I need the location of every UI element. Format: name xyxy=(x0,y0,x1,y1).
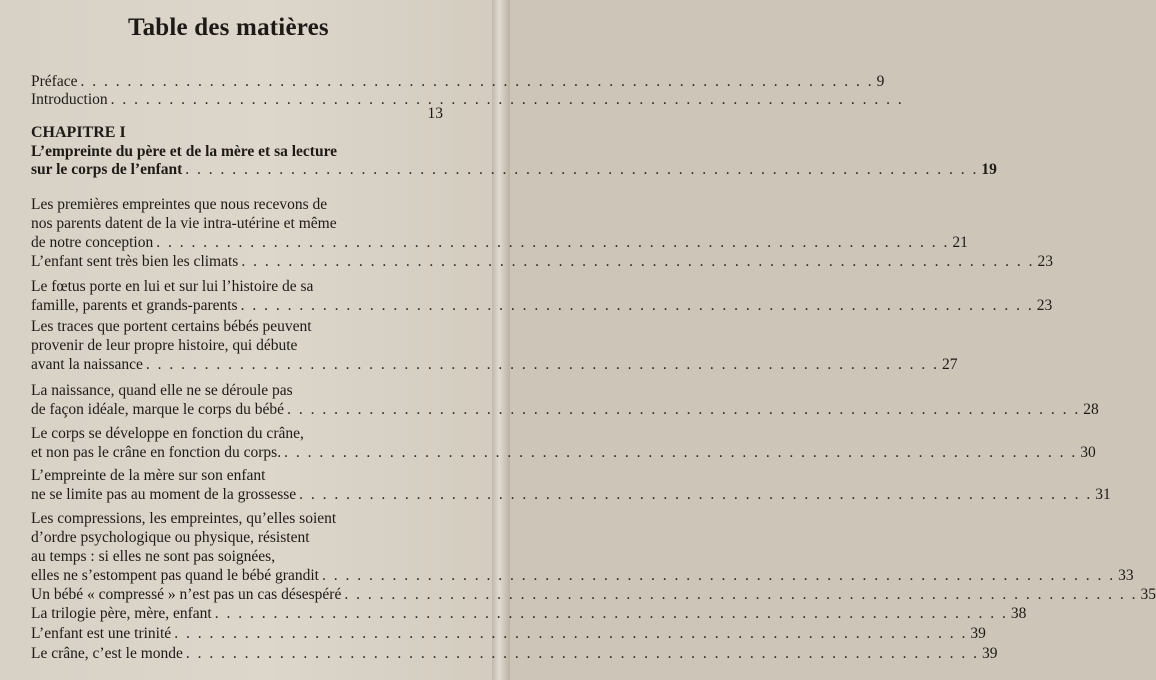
page-number: 13 xyxy=(427,105,443,122)
chapter-heading-line xyxy=(31,143,443,161)
page-number: 27 xyxy=(942,356,958,373)
dot-leader: . . . . . . . . . . . . . . . . . . . . . . . . . . . . . . . . . . . . . . . . . . . . . . . . . . . . . . . . . . . . . . . . . . . . xyxy=(344,586,1138,603)
toc-entry-line xyxy=(31,425,443,443)
entry-title: Un bébé « compressé » n’est pas un cas désespéré xyxy=(31,586,342,603)
entry-title: Le corps se développe en fonction du crâne, xyxy=(31,425,304,442)
toc-entry-line xyxy=(31,510,443,528)
toc-entry-line xyxy=(31,645,998,663)
page-number: 31 xyxy=(1095,486,1111,503)
toc-entry-line xyxy=(31,486,1111,504)
entry-title: et non pas le crâne en fonction du corps. xyxy=(31,444,282,461)
dot-leader: . . . . . . . . . . . . . . . . . . . . . . . . . . . . . . . . . . . . . . . . . . . . . . . . . . . . . . . . . . . . . . . . . . . . xyxy=(185,161,979,178)
toc-entry-line xyxy=(31,356,958,374)
dot-leader: . . . . . . . . . . . . . . . . . . . . . . . . . . . . . . . . . . . . . . . . . . . . . . . . . . . . . . . . . . . . . . . . . . . . xyxy=(214,605,1008,622)
page-number: 35 xyxy=(1140,586,1156,603)
toc-entry-line xyxy=(31,467,443,485)
page-number: 23 xyxy=(1037,253,1053,270)
dot-leader: . . . . . . . . . . . . . . . . . . . . . . . . . . . . . . . . . . . . . . . . . . . . . . . . . . . . . . . . . . . . . . . . . . . . xyxy=(80,73,874,90)
entry-title: elles ne s’estompent pas quand le bébé grandit xyxy=(31,567,319,584)
page-number: 39 xyxy=(982,645,998,662)
chapter-label: CHAPITRE I xyxy=(31,124,126,141)
entry-title: Introduction xyxy=(31,91,108,108)
entry-title: L’empreinte de la mère sur son enfant xyxy=(31,467,266,484)
dot-leader: . . . . . . . . . . . . . . . . . . . . . . . . . . . . . . . . . . . . . . . . . . . . . . . . . . . . . . . . . . . . . . . . . . . . xyxy=(240,297,1034,314)
dot-leader: . . . . . . . . . . . . . . . . . . . . . . . . . . . . . . . . . . . . . . . . . . . . . . . . . . . . . . . . . . . . . . . . . . . . xyxy=(174,625,968,642)
entry-title: d’ordre psychologique ou physique, résistent xyxy=(31,529,310,546)
page-number: 28 xyxy=(1083,401,1099,418)
entry-title: Les premières empreintes que nous recevons de xyxy=(31,196,328,213)
toc-entry-line xyxy=(31,382,443,400)
entry-title: Préface xyxy=(31,73,78,90)
dot-leader: . . . . . . . . . . . . . . . . . . . . . . . . . . . . . . . . . . . . . . . . . . . . . . . . . . . . . . . . . . . . . . . . . . . . xyxy=(299,486,1093,503)
entry-title: La naissance, quand elle ne se déroule pas xyxy=(31,382,293,399)
toc-entry-line xyxy=(31,234,968,252)
toc-entry-line xyxy=(31,567,1134,585)
toc-entry-line xyxy=(31,253,1053,271)
entry-title: L’enfant sent très bien les climats xyxy=(31,253,239,270)
dot-leader: . . . . . . . . . . . . . . . . . . . . . . . . . . . . . . . . . . . . . . . . . . . . . . . . . . . . . . . . . . . . . . . . . . . . xyxy=(284,444,1078,461)
entry-title: avant la naissance xyxy=(31,356,143,373)
entry-title: de notre conception xyxy=(31,234,154,251)
entry-title: nos parents datent de la vie intra-utérine et même xyxy=(31,215,337,232)
page-title: Table des matières xyxy=(128,14,329,41)
toc-entry-introduction-page xyxy=(31,105,443,123)
toc-entry-line xyxy=(31,548,443,566)
dot-leader: . . . . . . . . . . . . . . . . . . . . . . . . . . . . . . . . . . . . . . . . . . . . . . . . . . . . . . . . . . . . . . . . . . . . xyxy=(241,253,1035,270)
page-number: 38 xyxy=(1010,605,1027,622)
toc-entry-line xyxy=(31,297,1053,315)
dot-leader: . . . . . . . . . . . . . . . . . . . . . . . . . . . . . . . . . . . . . . . . . . . . . . . . . . . . . . . . . . . . . . . . . . . . xyxy=(145,356,940,373)
toc-entry-line xyxy=(31,215,443,233)
page-number: 39 xyxy=(970,625,986,642)
page-number: 19 xyxy=(981,161,997,178)
entry-title: Les traces que portent certains bébés peuvent xyxy=(31,318,312,335)
toc-entry-line xyxy=(31,337,443,355)
entry-title: Le crâne, c’est le monde xyxy=(31,645,183,662)
entry-title: de façon idéale, marque le corps du bébé xyxy=(31,401,285,418)
dot-leader: . . . . . . . . . . . . . . . . . . . . . . . . . . . . . . . . . . . . . . . . . . . . . . . . . . . . . . . . . . . . . . . . . . . . xyxy=(156,234,950,251)
toc-entry-line xyxy=(31,196,443,214)
entry-title: au temps : si elles ne sont pas soignées, xyxy=(31,548,276,565)
page-number: 33 xyxy=(1118,567,1134,584)
entry-title: La trilogie père, mère, enfant xyxy=(31,605,212,622)
page-number: 21 xyxy=(952,234,968,251)
entry-title: ne se limite pas au moment de la grossesse xyxy=(31,486,297,503)
toc-entry-preface xyxy=(31,73,885,91)
page-number: 23 xyxy=(1036,297,1053,314)
entry-title: Les compressions, les empreintes, qu’elles soient xyxy=(31,510,337,527)
page-number: 9 xyxy=(876,73,885,90)
page-number: 30 xyxy=(1080,444,1096,461)
toc-entry-line xyxy=(31,529,443,547)
entry-title: famille, parents et grands-parents xyxy=(31,297,238,314)
toc-entry-line xyxy=(31,401,1099,419)
toc-entry-line xyxy=(31,318,443,336)
entry-title: L’enfant est une trinité xyxy=(31,625,172,642)
chapter-heading-line xyxy=(31,161,997,179)
chapter-heading-text: sur le corps de l’enfant xyxy=(31,161,183,178)
chapter-heading-text: L’empreinte du père et de la mère et sa lecture xyxy=(31,143,338,160)
toc-entry-line xyxy=(31,586,1156,604)
dot-leader: . . . . . . . . . . . . . . . . . . . . . . . . . . . . . . . . . . . . . . . . . . . . . . . . . . . . . . . . . . . . . . . . . . . . xyxy=(185,645,980,662)
entry-title: Le fœtus porte en lui et sur lui l’histoire de sa xyxy=(31,278,314,295)
dot-leader: . . . . . . . . . . . . . . . . . . . . . . . . . . . . . . . . . . . . . . . . . . . . . . . . . . . . . . . . . . . . . . . . . . . . xyxy=(287,401,1081,418)
dot-leader: . . . . . . . . . . . . . . . . . . . . . . . . . . . . . . . . . . . . . . . . . . . . . . . . . . . . . . . . . . . . . . . . . . . . xyxy=(321,567,1116,584)
toc-entry-line xyxy=(31,444,1096,462)
dot-leader: . . . . . . . . . . . . . . . . . . . . . . . . . . . . . . . . . . . . . . . . . . . . . . . . . . . . . . . . . . . . . . . . . . . . xyxy=(110,91,904,108)
toc-entry-line xyxy=(31,605,1027,623)
toc-entry-line xyxy=(31,625,986,643)
toc-entry-line xyxy=(31,278,443,296)
entry-title: provenir de leur propre histoire, qui débute xyxy=(31,337,298,354)
